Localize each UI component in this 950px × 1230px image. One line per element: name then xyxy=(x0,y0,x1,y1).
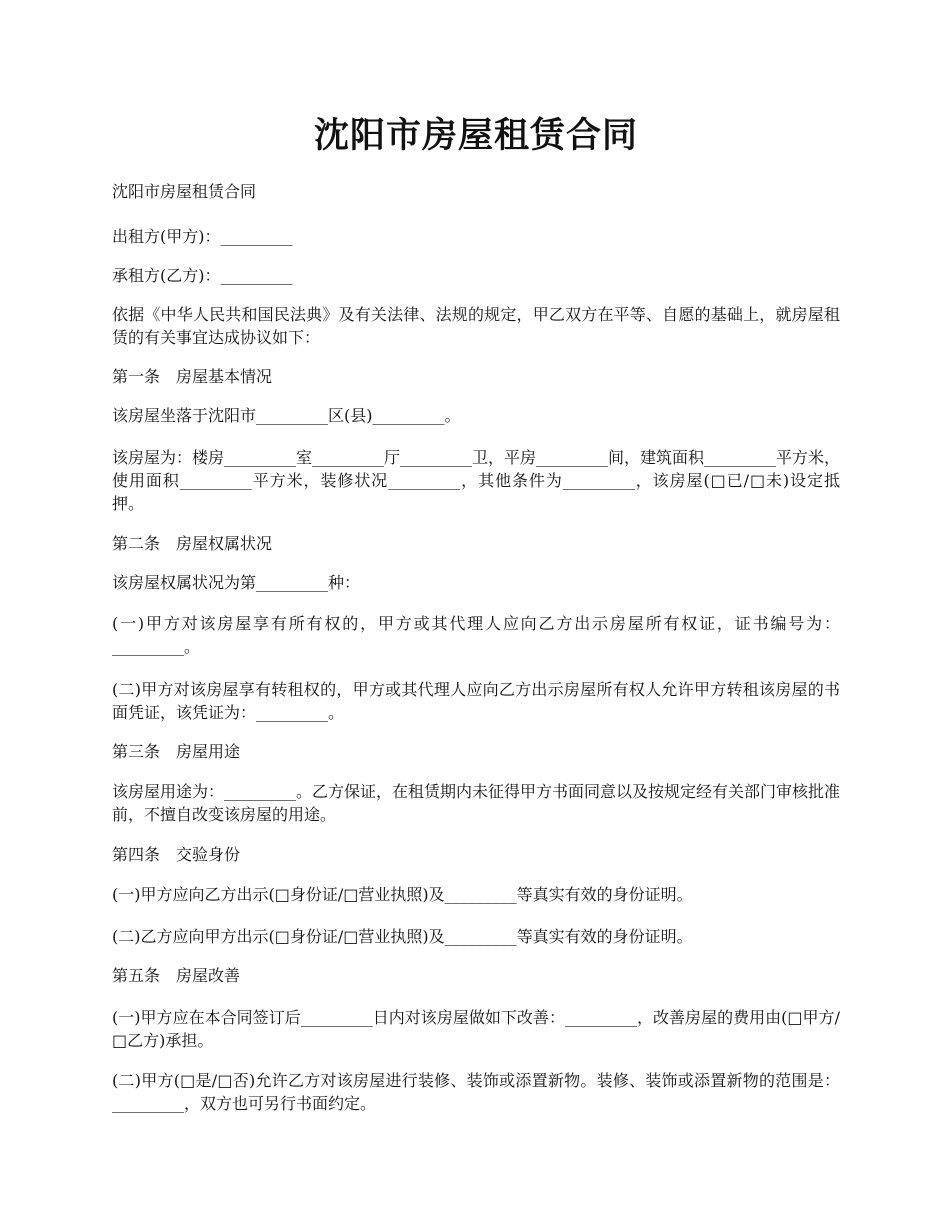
article-4-heading: 第四条 交验身份 xyxy=(112,845,241,864)
house-details-paragraph: 该房屋为：楼房_________室_________厅_________卫，平房_________间，建筑面积_________平方米，使用面积_________平方米，装修状况_________，其他条件为_________，该房屋(□已/□未)设定抵押。 xyxy=(112,448,841,513)
preamble-paragraph: 依据《中华人民共和国民法典》及有关法律、法规的规定，甲乙双方在平等、自愿的基础上，就房屋租赁的有关事宜达成协议如下： xyxy=(112,305,840,347)
party-b-line: 承租方(乙方)：_________ xyxy=(112,266,293,285)
article-2-heading: 第二条 房屋权属状况 xyxy=(112,534,273,553)
ownership-type-paragraph: 该房屋权属状况为第_________种： xyxy=(112,573,361,592)
identity-clause-2: (二)乙方应向甲方出示(□身份证/□营业执照)及_________等真实有效的身份证明。 xyxy=(112,927,693,946)
identity-clause-1: (一)甲方应向乙方出示(□身份证/□营业执照)及_________等真实有效的身份证明。 xyxy=(112,885,693,904)
subtitle: 沈阳市房屋租赁合同 xyxy=(112,182,257,201)
ownership-clause-2: (二)甲方对该房屋享有转租权的，甲方或其代理人应向乙方出示房屋所有权人允许甲方转租该房屋的书面凭证，该凭证为：_________。 xyxy=(112,680,840,722)
location-paragraph: 该房屋坐落于沈阳市_________区(县)_________。 xyxy=(112,406,461,425)
improvement-clause-1: (一)甲方应在本合同签订后_________日内对该房屋做如下改善：_________，改善房屋的费用由(□甲方/□乙方)承担。 xyxy=(112,1008,840,1050)
page-title: 沈阳市房屋租赁合同 xyxy=(313,115,638,156)
article-5-heading: 第五条 房屋改善 xyxy=(112,966,241,985)
usage-paragraph: 该房屋用途为：_________。乙方保证，在租赁期内未征得甲方书面同意以及按规定经有关部门审核批准前，不擅自改变该房屋的用途。 xyxy=(112,782,841,824)
improvement-clause-2: (二)甲方(□是/□否)允许乙方对该房屋进行装修、装饰或添置新物。装修、装饰或添置新物的范围是：_________，双方也可另行书面约定。 xyxy=(112,1071,840,1113)
party-a-line: 出租方(甲方)：_________ xyxy=(112,227,293,246)
article-3-heading: 第三条 房屋用途 xyxy=(112,742,241,761)
article-1-heading: 第一条 房屋基本情况 xyxy=(112,367,273,386)
ownership-clause-1: (一)甲方对该房屋享有所有权的，甲方或其代理人应向乙方出示房屋所有权证，证书编号为：_________。 xyxy=(112,614,840,656)
